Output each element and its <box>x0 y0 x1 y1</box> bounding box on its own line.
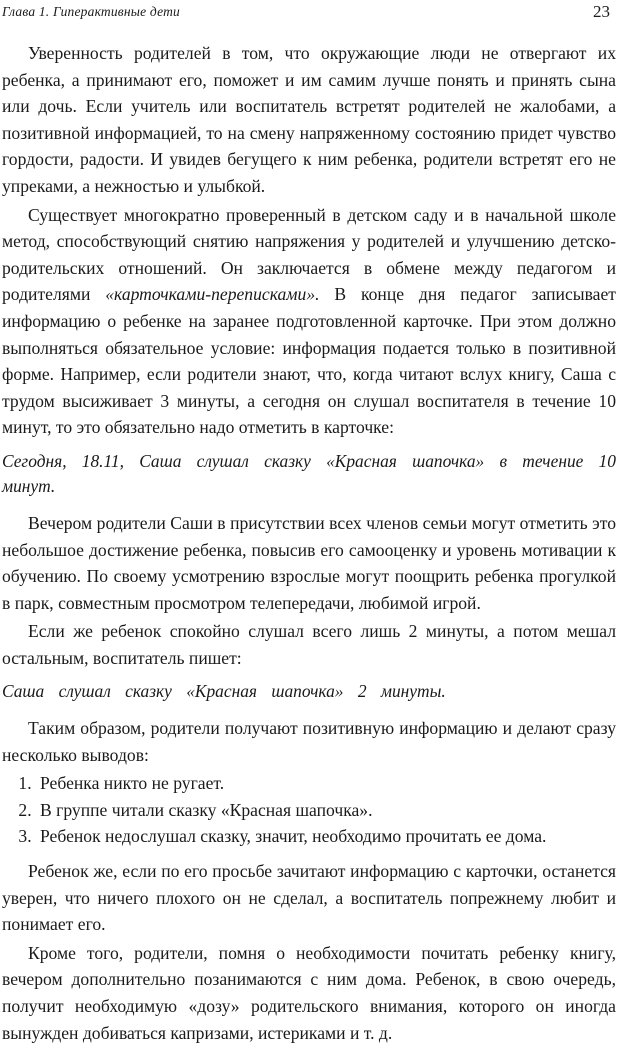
page-number: 23 <box>593 2 610 21</box>
paragraph-4: Если же ребенок спокойно слушал всего лишь 2 минуты, а потом мешал остальным, воспитатель пишет: <box>2 621 616 668</box>
paragraph-2-start: Существует многократно проверенный в детском саду и в начальной школе метод, способствующий снятию напряжения у родителей и улучшению детско-родительских отношений. Он заключается в обмене между педагогом и родителями <box>2 204 616 305</box>
example-note-1: Сегодня, 18.11, Саша слушал сказку «Красная шапочка» в течение 10 минут. <box>2 450 616 497</box>
paragraph-3: Вечером родители Саши в присутствии всех членов семьи могут отметить это небольшое достижение ребенка, повысив его самооценку и уровень мотивации к обучению. По своему усмотрению взрослые могут поощрить ребенка прогулкой в парк, совместным просмотром телепередачи, любимой игрой. <box>2 512 616 613</box>
paragraph-2 <box>2 202 616 441</box>
paragraph-6: Ребенок же, если по его просьбе зачитают информацию с карточки, останется уверен, что ничего плохого он не сделал, а воспитатель попрежнему любит и понимает его. <box>2 860 616 935</box>
example-note-2: Саша слушал сказку «Красная шапочка» 2 минуты. <box>2 681 446 702</box>
paragraph-5: Таким образом, родители получают позитивную информацию и делают сразу несколько выводов: <box>2 717 616 765</box>
running-header <box>2 2 610 22</box>
paragraph-1: Уверенность родителей в том, что окружающие люди не отвергают их ребенка, а принимают его, поможет и им самим лучше понять и принять сына или дочь. Если учитель или воспитатель встретят родителей не жалобами, а позитивной информацией, то на смену напряженному состоянию придет чувство гордости, радости. И увидев бегущего к ним ребенка, родители встретят его не упреками, а нежностью и улыбкой. <box>2 43 616 196</box>
chapter-title: Глава 1. Гиперактивные дети <box>2 4 180 19</box>
list-item: 3. Ребенок недослушал сказку, значит, необходимо прочитать ее дома. <box>36 823 616 850</box>
conclusions-list <box>2 770 616 850</box>
paragraph-7: Кроме того, родители, помня о необходимости почитать ребенку книгу, вечером дополнительно позанимаются с ним дома. Ребенок, в свою очередь, получит необходимую «дозу» родительского внимания, которого он иногда вынужден добиваться капризами, истериками и т. д. <box>2 942 616 1043</box>
list-item: 1. Ребенка никто не ругает. <box>36 770 616 797</box>
paragraph-2-emphasis: «карточками-переписками». <box>105 284 320 305</box>
list-item: 2. В группе читали сказку «Красная шапочка». <box>36 797 616 824</box>
body-text <box>2 40 616 1048</box>
paragraph-2-end: В конце дня педагог записывает информацию о ребенке на заранее подготовленной карточке. При этом должно выполняться обязательное условие: информация подается только в позитивной форме. Например, если родители знают, что, когда читают вслух книгу, Саша с трудом высиживает 3 минуты, а сегодня он слушал воспитателя в течение 10 минут, то это обязательно надо отметить в карточке: <box>2 284 616 438</box>
